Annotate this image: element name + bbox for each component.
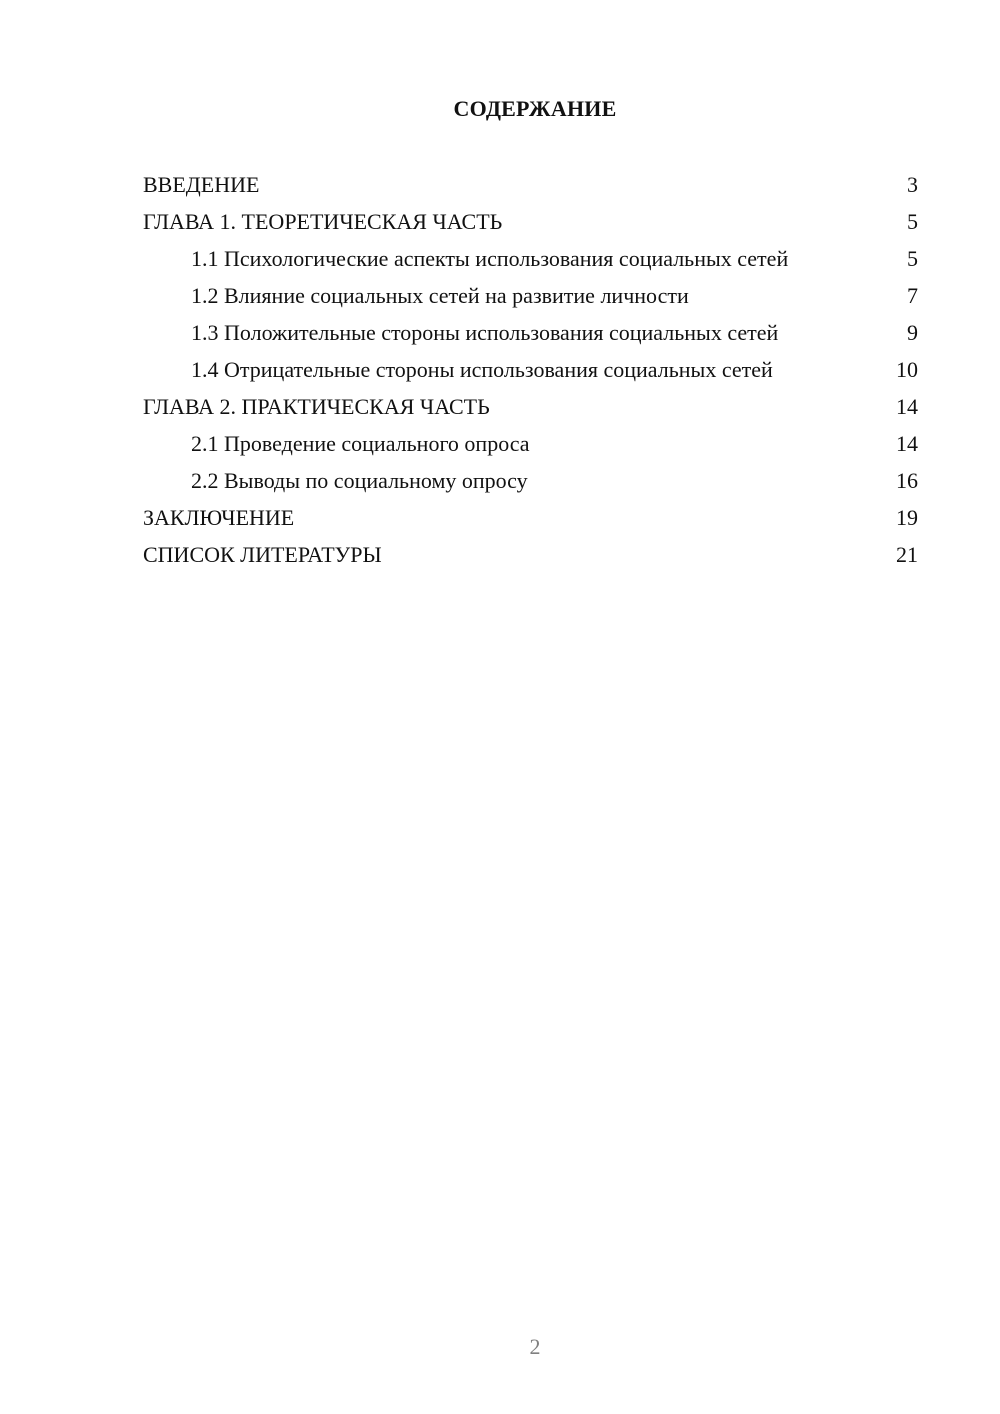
toc-entry-text: СПИСОК ЛИТЕРАТУРЫ <box>143 542 382 567</box>
toc-entry-page: 3 <box>907 172 918 197</box>
toc-entry-page: 19 <box>896 505 918 530</box>
toc-entry[interactable] <box>143 208 918 235</box>
page-number: 2 <box>529 1334 541 1359</box>
toc-entry[interactable] <box>143 504 918 531</box>
toc-entry-text: 1.1 Психологические аспекты использования социальных сетей <box>191 246 789 271</box>
toc-entry[interactable] <box>143 467 918 494</box>
toc-entry-text: ВВЕДЕНИЕ <box>143 172 260 197</box>
toc-entry-text: 1.2 Влияние социальных сетей на развитие личности <box>191 283 689 308</box>
toc-entry-text: 2.2 Выводы по социальному опросу <box>191 468 528 493</box>
toc-entry-page: 10 <box>896 357 918 382</box>
toc-entry[interactable] <box>143 171 918 198</box>
toc-entry[interactable] <box>143 430 918 457</box>
toc-entry-page: 9 <box>907 320 918 345</box>
table-of-contents <box>143 171 918 578</box>
toc-entry[interactable] <box>143 282 918 309</box>
toc-entry[interactable] <box>143 356 918 383</box>
toc-entry-page: 7 <box>907 283 918 308</box>
toc-entry-page: 21 <box>896 542 918 567</box>
toc-entry-page: 14 <box>896 431 918 456</box>
toc-entry-text: ГЛАВА 2. ПРАКТИЧЕСКАЯ ЧАСТЬ <box>143 394 490 419</box>
toc-entry-text: 1.4 Отрицательные стороны использования социальных сетей <box>191 357 773 382</box>
toc-entry-page: 5 <box>907 209 918 234</box>
toc-entry[interactable] <box>143 541 918 568</box>
toc-entry[interactable] <box>143 319 918 346</box>
toc-entry-text: ГЛАВА 1. ТЕОРЕТИЧЕСКАЯ ЧАСТЬ <box>143 209 503 234</box>
toc-entry-page: 5 <box>907 246 918 271</box>
page-title: СОДЕРЖАНИЕ <box>453 96 617 121</box>
toc-entry-page: 14 <box>896 394 918 419</box>
toc-entry-page: 16 <box>896 468 918 493</box>
toc-entry[interactable] <box>143 393 918 420</box>
toc-entry-text: 1.3 Положительные стороны использования социальных сетей <box>191 320 779 345</box>
toc-entry[interactable] <box>143 245 918 272</box>
toc-entry-text: 2.1 Проведение социального опроса <box>191 431 530 456</box>
toc-entry-text: ЗАКЛЮЧЕНИЕ <box>143 505 295 530</box>
